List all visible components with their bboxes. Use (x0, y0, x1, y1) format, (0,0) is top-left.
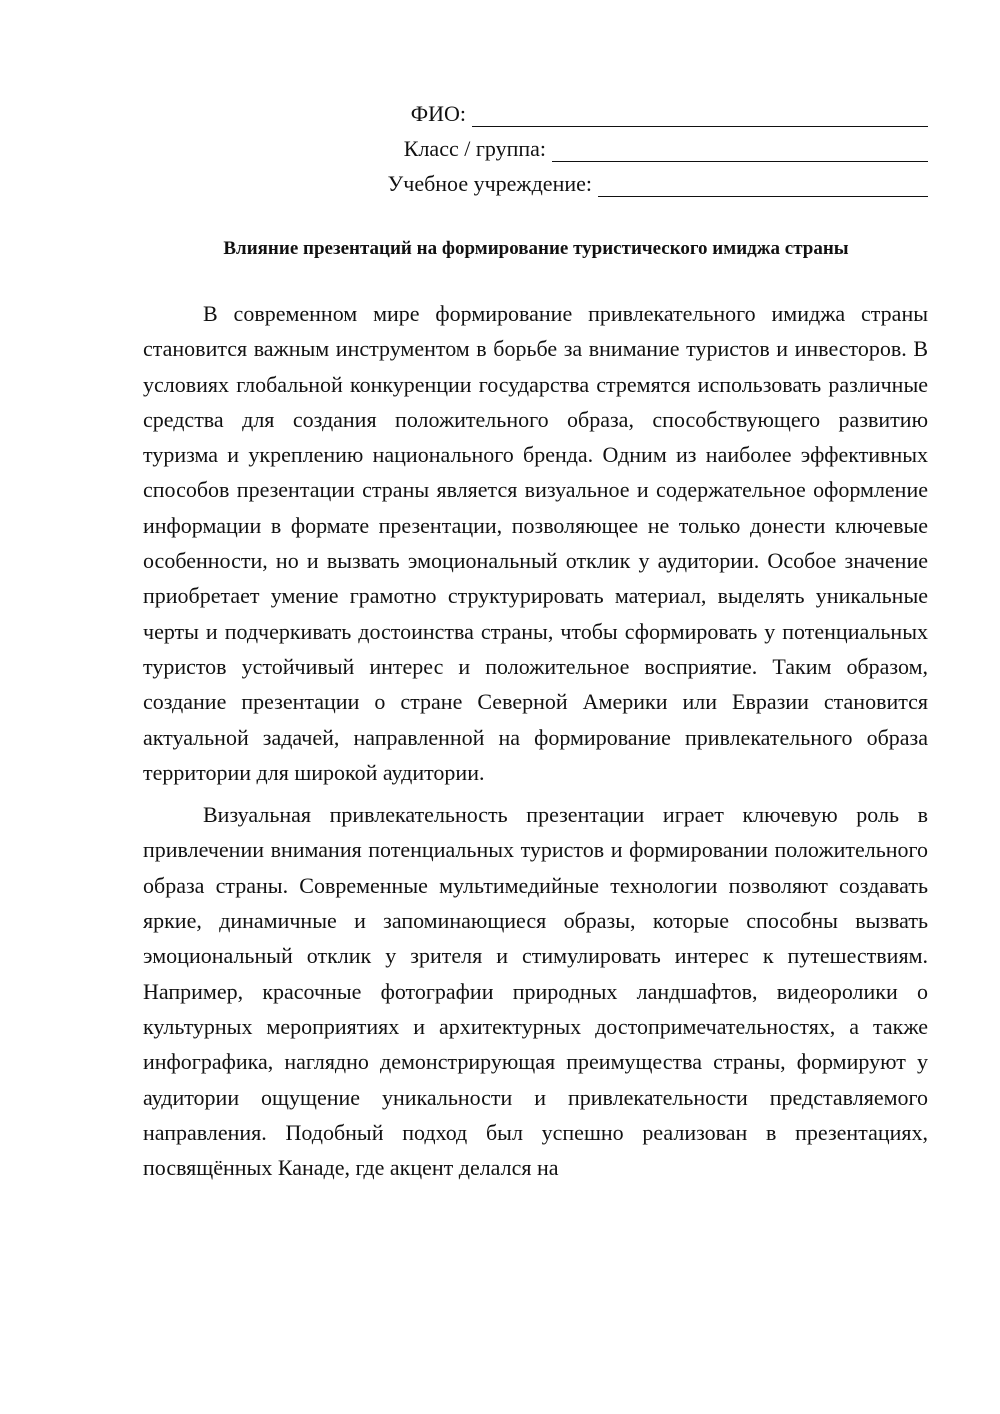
student-info-fields (360, 92, 928, 197)
school-label: Учебное учреждение: (387, 171, 592, 196)
fio-blank-line[interactable] (472, 104, 928, 127)
paragraph-1: В современном мире формирование привлекательного имиджа страны становится важным инструментом в борьбе за внимание туристов и инвесторов. В условиях глобальной конкуренции государства стремятся использовать различные средства для создания положительного образа, способствующего развитию туризма и укреплению национального бренда. Одним из наиболее эффективных способов презентации страны является визуальное и содержательное оформление информации в формате презентации, позволяющее не только донести ключевые особенности, но и вызвать эмоциональный отклик у аудитории. Особое значение приобретает умение грамотно структурировать материал, выделять уникальные черты и подчеркивать достоинства страны, чтобы сформировать у потенциальных туристов устойчивый интерес и положительное восприятие. Таким образом, создание презентации о стране Северной Америки или Евразии становится актуальной задачей, направленной на формирование привлекательного образа территории для широкой аудитории. (143, 301, 928, 785)
class-blank-line[interactable] (552, 139, 928, 162)
class-field-row (360, 127, 928, 162)
school-field-row (360, 162, 928, 197)
paragraph-2: Визуальная привлекательность презентации играет ключевую роль в привлечении внимания потенциальных туристов и формировании положительного образа страны. Современные мультимедийные технологии позволяют создавать яркие, динамичные и запоминающиеся образы, которые способны вызвать эмоциональный отклик у зрителя и стимулировать интерес к путешествиям. Например, красочные фотографии природных ландшафтов, видеоролики о культурных мероприятиях и архитектурных достопримечательностях, а также инфографика, наглядно демонстрирующая преимущества страны, формируют у аудитории ощущение уникальности и привлекательности представляемого направления. Подобный подход был успешно реализован в презентациях, посвящённых Канаде, где акцент делался на (143, 802, 928, 1181)
fio-label: ФИО: (410, 101, 466, 126)
class-label: Класс / группа: (403, 136, 546, 161)
fio-field-row (360, 92, 928, 127)
document-title: Влияние презентаций на формирование туристического имиджа страны (223, 238, 849, 259)
document-body (143, 296, 928, 1185)
school-blank-line[interactable] (598, 174, 928, 197)
